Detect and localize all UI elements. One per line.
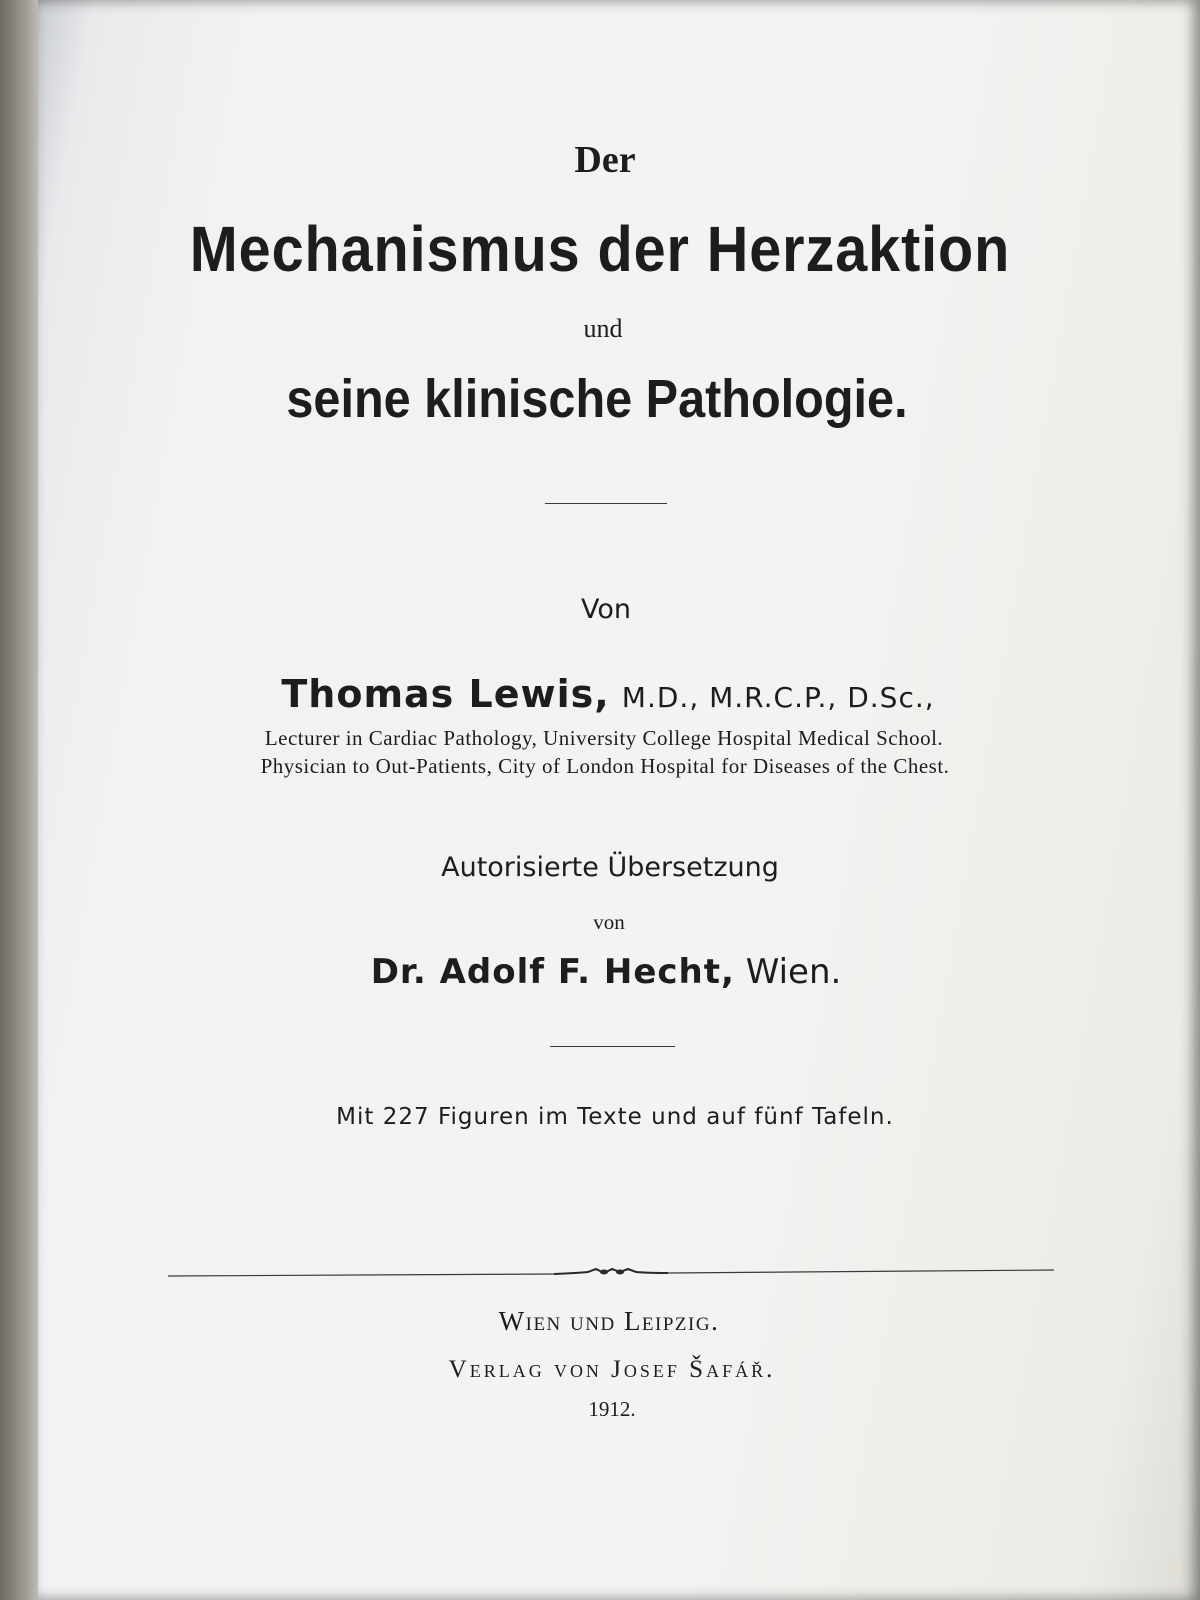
publication-place: Wien und Leipzig.	[498, 1306, 720, 1336]
publisher-line: Verlag von Josef Šafář.	[448, 1356, 776, 1383]
subtitle: seine klinische Pathologie.	[286, 369, 908, 429]
title-conjunction: und	[583, 314, 623, 343]
translator-city: Wien.	[745, 952, 842, 992]
translator-name: Dr. Adolf F. Hecht,	[370, 952, 735, 992]
author-line	[8, 672, 1200, 716]
ornamental-rule	[168, 1264, 1054, 1284]
author-affiliation-1: Lecturer in Cardiac Pathology, University College Hospital Medical School.	[264, 726, 944, 750]
main-title: Mechanismus der Herzaktion	[189, 213, 1011, 285]
translation-by: von	[593, 910, 625, 934]
translation-label: Autorisierte Übersetzung	[441, 852, 779, 883]
title-article: Der	[574, 139, 636, 181]
by-label: Von	[580, 594, 631, 625]
author-degrees: M.D., M.R.C.P., D.Sc.,	[621, 681, 935, 714]
author-name: Thomas Lewis,	[281, 672, 610, 716]
divider-rule-middle	[550, 1046, 675, 1047]
figures-note: Mit 227 Figuren im Texte und auf fünf Tafeln.	[336, 1104, 894, 1130]
publication-year: 1912.	[588, 1397, 636, 1421]
author-affiliation-2: Physician to Out-Patients, City of London Hospital for Diseases of the Chest.	[260, 754, 950, 778]
divider-rule-top	[545, 503, 667, 504]
translator-line	[6, 952, 1200, 992]
